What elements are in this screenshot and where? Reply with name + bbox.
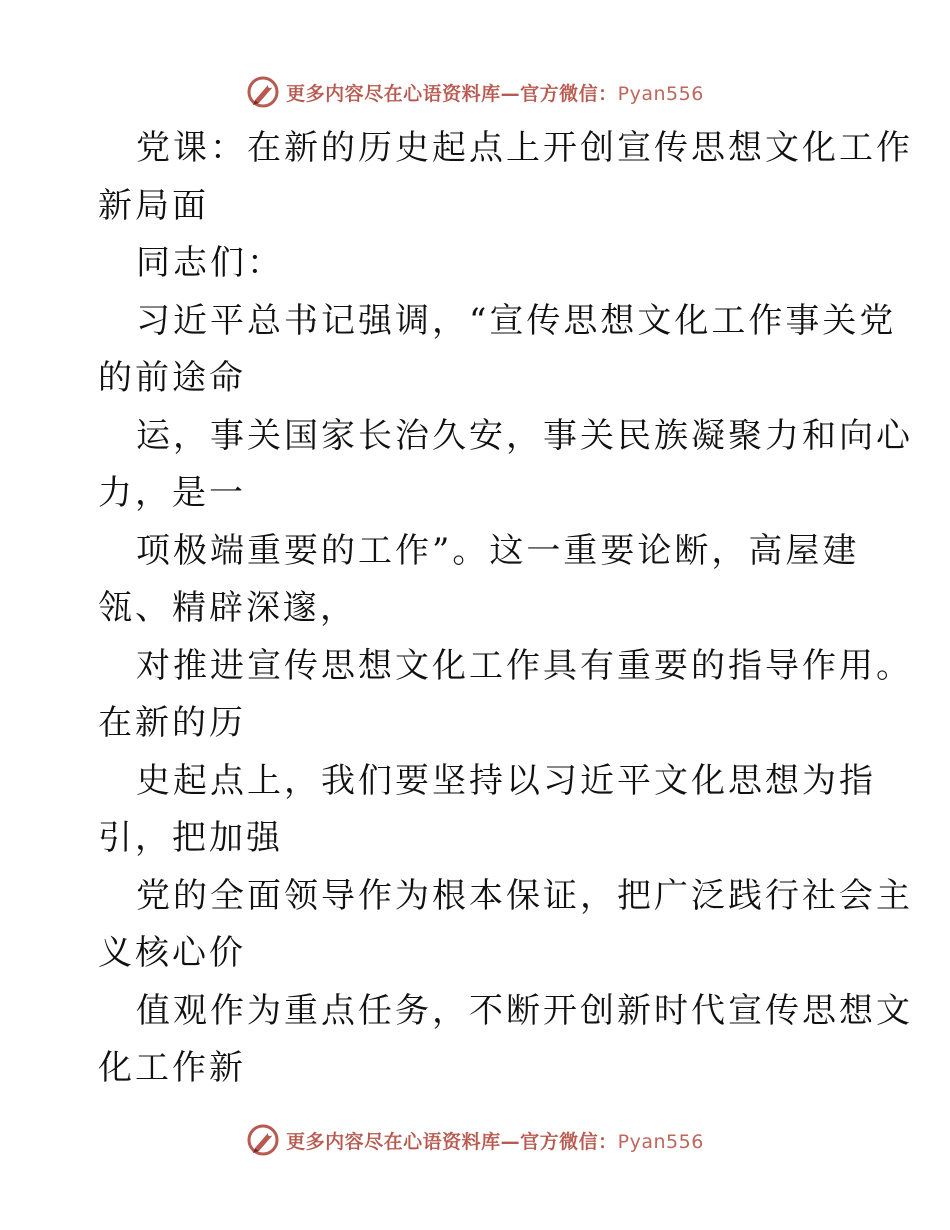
pen-logo-icon [246, 75, 280, 109]
text-line: 引，把加强 [98, 818, 283, 858]
text-line: 新局面 [98, 185, 209, 226]
text-line: 同志们： [136, 243, 284, 283]
watermark-text: 更多内容尽在心语资料库—官方微信：Pyan556 [286, 82, 704, 105]
text-line: 的前途命 [98, 358, 246, 398]
text-line: 项极端重要的工作”。这一重要论断，高屋建 [136, 530, 860, 571]
text-line: 习近平总书记强调，“宣传思想文化工作事关党 [136, 300, 897, 341]
text-line: 值观作为重点任务，不断开创新时代宣传思想文 [136, 990, 913, 1031]
footer-watermark [0, 1118, 950, 1162]
text-line: 在新的历 [98, 703, 246, 743]
text-line: 运，事关国家长治久安，事关民族凝聚力和向心 [136, 415, 913, 456]
text-line: 党课：在新的历史起点上开创宣传思想文化工作 [136, 128, 913, 168]
text-line: 力，是一 [98, 473, 246, 513]
watermark-handle: Pyan556 [617, 1130, 704, 1153]
text-line: 化工作新 [98, 1048, 246, 1088]
text-line: 义核心价 [98, 933, 246, 973]
pen-logo-icon [246, 1123, 280, 1157]
text-line: 史起点上，我们要坚持以习近平文化思想为指 [136, 760, 876, 801]
text-line: 瓴、精辟深邃， [98, 588, 357, 628]
document-body [98, 120, 913, 1098]
watermark-text: 更多内容尽在心语资料库—官方微信：Pyan556 [286, 1130, 704, 1153]
text-line: 党的全面领导作为根本保证，把广泛践行社会主 [136, 875, 913, 916]
watermark-handle: Pyan556 [617, 82, 704, 105]
header-watermark [0, 70, 950, 114]
text-line: 对推进宣传思想文化工作具有重要的指导作用。 [136, 645, 913, 686]
